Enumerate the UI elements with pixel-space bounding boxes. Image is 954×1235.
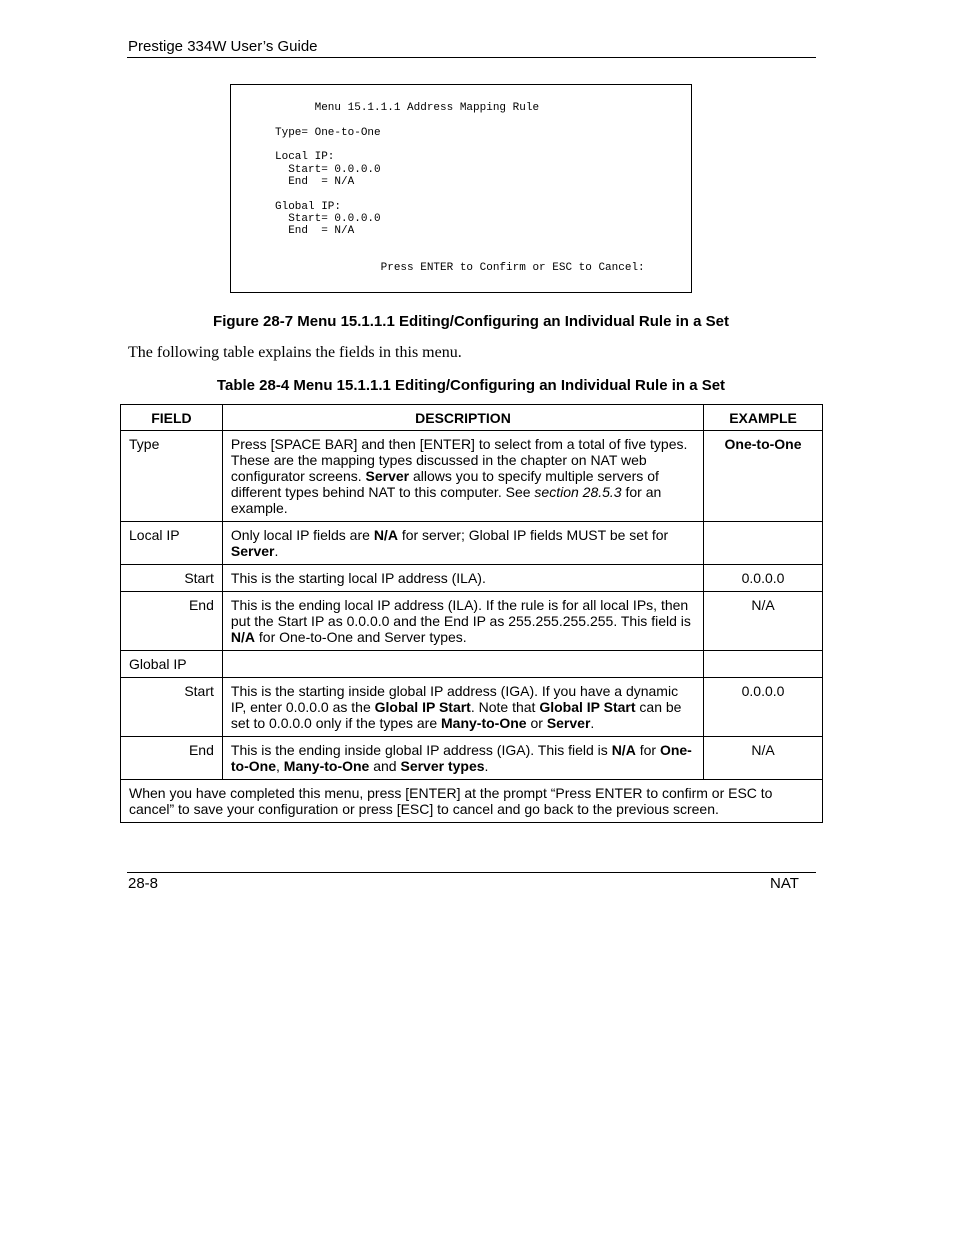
table-header-row [121, 405, 823, 431]
example-cell: One-to-One [704, 431, 823, 522]
description-cell: This is the starting inside global IP address (IGA). If you have a dynamic IP, enter 0.0.0.0 as the Global IP Start. Note that Global IP Start can be set to 0.0.0.0 only if the types are Many-to-One or Server. [222, 678, 703, 737]
footer-rule [127, 872, 816, 873]
field-cell: Start [121, 565, 223, 592]
example-cell: 0.0.0.0 [704, 565, 823, 592]
table-caption: Table 28-4 Menu 15.1.1.1 Editing/Configuring an Individual Rule in a Set [216, 377, 726, 394]
field-cell: Type [121, 431, 223, 522]
fields-table [120, 404, 823, 823]
field-cell: Start [121, 678, 223, 737]
table-row [121, 737, 823, 780]
header-field: FIELD [121, 405, 223, 431]
menu-screen-text [275, 102, 645, 275]
description-cell: This is the ending local IP address (ILA). If the rule is for all local IPs, then put the Start IP as 0.0.0.0 and the End IP as 255.255.255.255. This field is N/A for One-to-One and Server types. [222, 592, 703, 651]
screen-line: Global IP: [275, 200, 342, 213]
example-cell [704, 522, 823, 565]
screen-line: End = N/A [275, 225, 355, 238]
description-cell: This is the starting local IP address (ILA). [222, 565, 703, 592]
header-description: DESCRIPTION [222, 405, 703, 431]
table-row [121, 565, 823, 592]
screen-line: End = N/A [275, 176, 355, 189]
chapter-name: NAT [770, 875, 799, 892]
screen-line: Start= 0.0.0.0 [275, 163, 381, 176]
intro-paragraph: The following table explains the fields in this menu. [128, 344, 462, 361]
field-cell: End [121, 592, 223, 651]
example-cell: N/A [704, 737, 823, 780]
header-example: EXAMPLE [704, 405, 823, 431]
example-cell: 0.0.0.0 [704, 678, 823, 737]
table-row [121, 678, 823, 737]
screen-line: Start= 0.0.0.0 [275, 213, 381, 226]
field-cell: Local IP [121, 522, 223, 565]
screen-line: Menu 15.1.1.1 Address Mapping Rule [275, 102, 540, 114]
example-cell [704, 651, 823, 678]
description-cell: This is the ending inside global IP address (IGA). This field is N/A for One-to-One, Many-to-One and Server types. [222, 737, 703, 780]
field-cell: Global IP [121, 651, 223, 678]
description-cell [222, 651, 703, 678]
page-number: 28-8 [128, 875, 159, 892]
table-row [121, 592, 823, 651]
screen-line: Press ENTER to Confirm or ESC to Cancel: [275, 262, 645, 275]
table-row [121, 651, 823, 678]
header-rule [127, 57, 816, 58]
table-note-row [121, 780, 823, 823]
table-row [121, 522, 823, 565]
screen-line: Local IP: [275, 151, 335, 164]
example-cell: N/A [704, 592, 823, 651]
menu-screen-figure [230, 84, 692, 293]
field-cell: End [121, 737, 223, 780]
table-note: When you have completed this menu, press [ENTER] at the prompt “Press ENTER to confirm or ESC to cancel” to save your configuration or press [ESC] to cancel and go back to the previous screen. [121, 780, 823, 823]
figure-caption: Figure 28-7 Menu 15.1.1.1 Editing/Configuring an Individual Rule in a Set [213, 313, 729, 330]
running-header: Prestige 334W User’s Guide [128, 38, 318, 55]
description-cell: Press [SPACE BAR] and then [ENTER] to select from a total of five types. These are the mapping types discussed in the chapter on NAT web configurator screens. Server allows you to specify multiple servers of different types behind NAT to this computer. See section 28.5.3 for an example. [222, 431, 703, 522]
description-cell: Only local IP fields are N/A for server; Global IP fields MUST be set for Server. [222, 522, 703, 565]
table-row [121, 431, 823, 522]
screen-line: Type= One-to-One [275, 126, 381, 139]
